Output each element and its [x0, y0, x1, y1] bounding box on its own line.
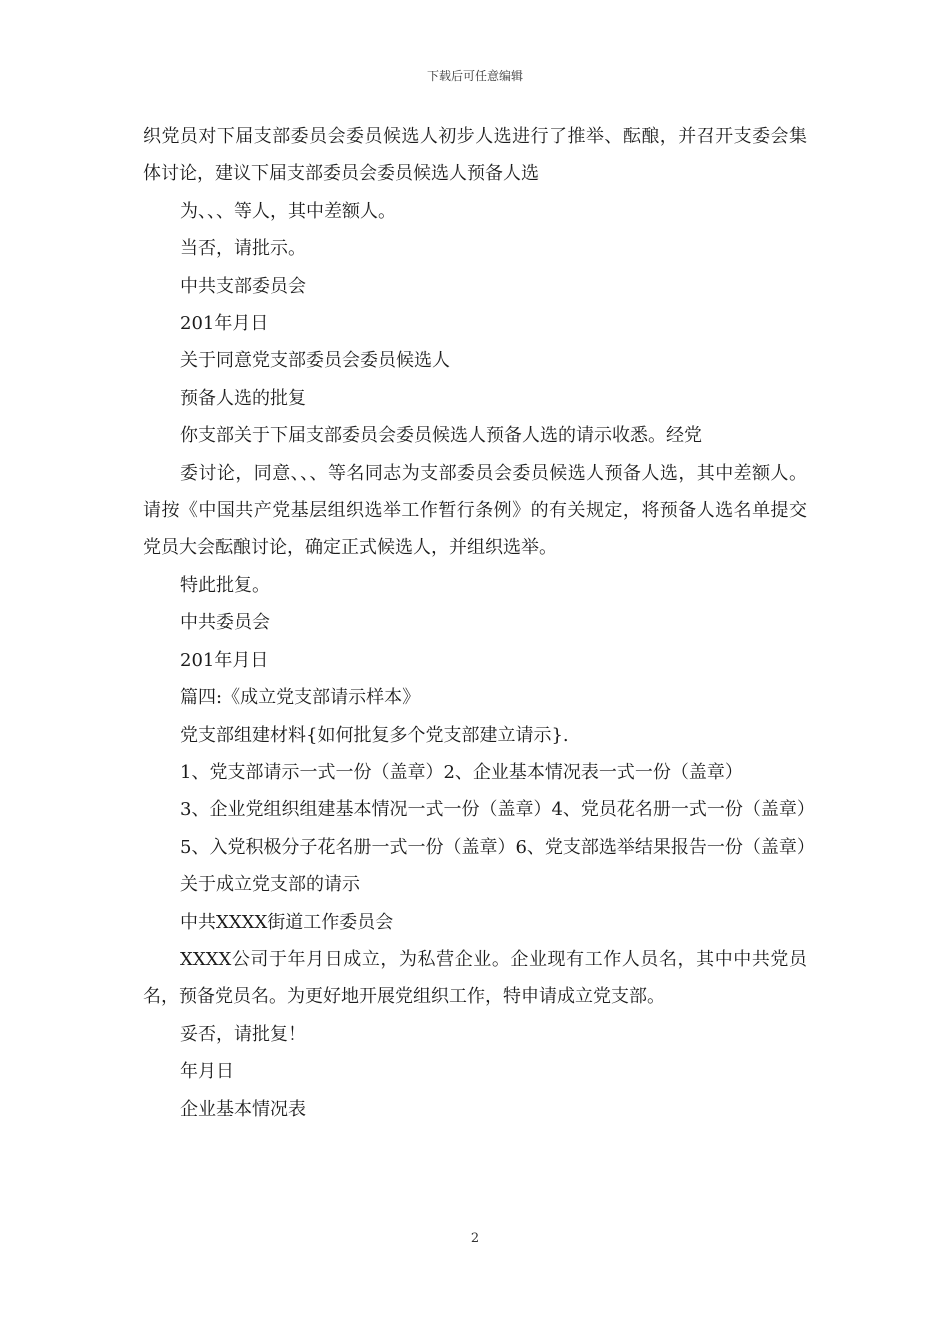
- paragraph: 年月日: [180, 1061, 234, 1083]
- paragraph: 特此批复。: [180, 574, 270, 596]
- document-body: [143, 118, 815, 1128]
- paragraph: 当否，请批示。: [180, 238, 306, 260]
- paragraph: 委讨论，同意、、、等名同志为支部委员会委员候选人预备人选，其中差额人。请按《中国共产党基层组织选举工作暂行条例》的有关规定，将预备人选名单提交党员大会酝酿讨论，确定正式候选人，并组织选举。: [143, 462, 807, 559]
- page-header: 下载后可任意编辑: [426, 69, 523, 83]
- paragraph: 妥否，请批复！: [180, 1023, 306, 1045]
- paragraph: 关于同意党支部委员会委员候选人: [180, 350, 450, 372]
- paragraph: 预备人选的批复: [180, 387, 306, 409]
- paragraph: 5、入党积极分子花名册一式一份（盖章）6、党支部选举结果报告一份（盖章）: [180, 836, 815, 858]
- paragraph: 3、企业党组织组建基本情况一式一份（盖章）4、党员花名册一式一份（盖章）: [180, 799, 815, 821]
- paragraph: 你支部关于下届支部委员会委员候选人预备人选的请示收悉。经党: [180, 425, 702, 447]
- paragraph: 篇四:《成立党支部请示样本》: [180, 687, 421, 709]
- paragraph: 201年月日: [180, 649, 269, 671]
- paragraph: 中共委员会: [180, 612, 270, 634]
- paragraph: 为、、、等人，其中差额人。: [180, 200, 396, 222]
- page-number: 2: [470, 1231, 480, 1246]
- paragraph: 201年月日: [180, 313, 269, 335]
- paragraph: 党支部组建材料{如何批复多个党支部建立请示}.: [180, 724, 569, 746]
- paragraph: 中共XXXX街道工作委员会: [180, 911, 394, 933]
- paragraph: 中共支部委员会: [180, 275, 306, 297]
- paragraph: 1、党支部请示一式一份（盖章）2、企业基本情况表一式一份（盖章）: [180, 761, 743, 783]
- paragraph: 关于成立党支部的请示: [180, 874, 360, 896]
- paragraph: 织党员对下届支部委员会委员候选人初步人选进行了推举、酝酿，并召开支委会集体讨论，建议下届支部委员会委员候选人预备人选: [143, 126, 807, 185]
- paragraph: XXXX公司于年月日成立，为私营企业。企业现有工作人员名，其中中共党员名，预备党员名。为更好地开展党组织工作，特申请成立党支部。: [143, 948, 807, 1008]
- paragraph: 企业基本情况表: [180, 1098, 306, 1120]
